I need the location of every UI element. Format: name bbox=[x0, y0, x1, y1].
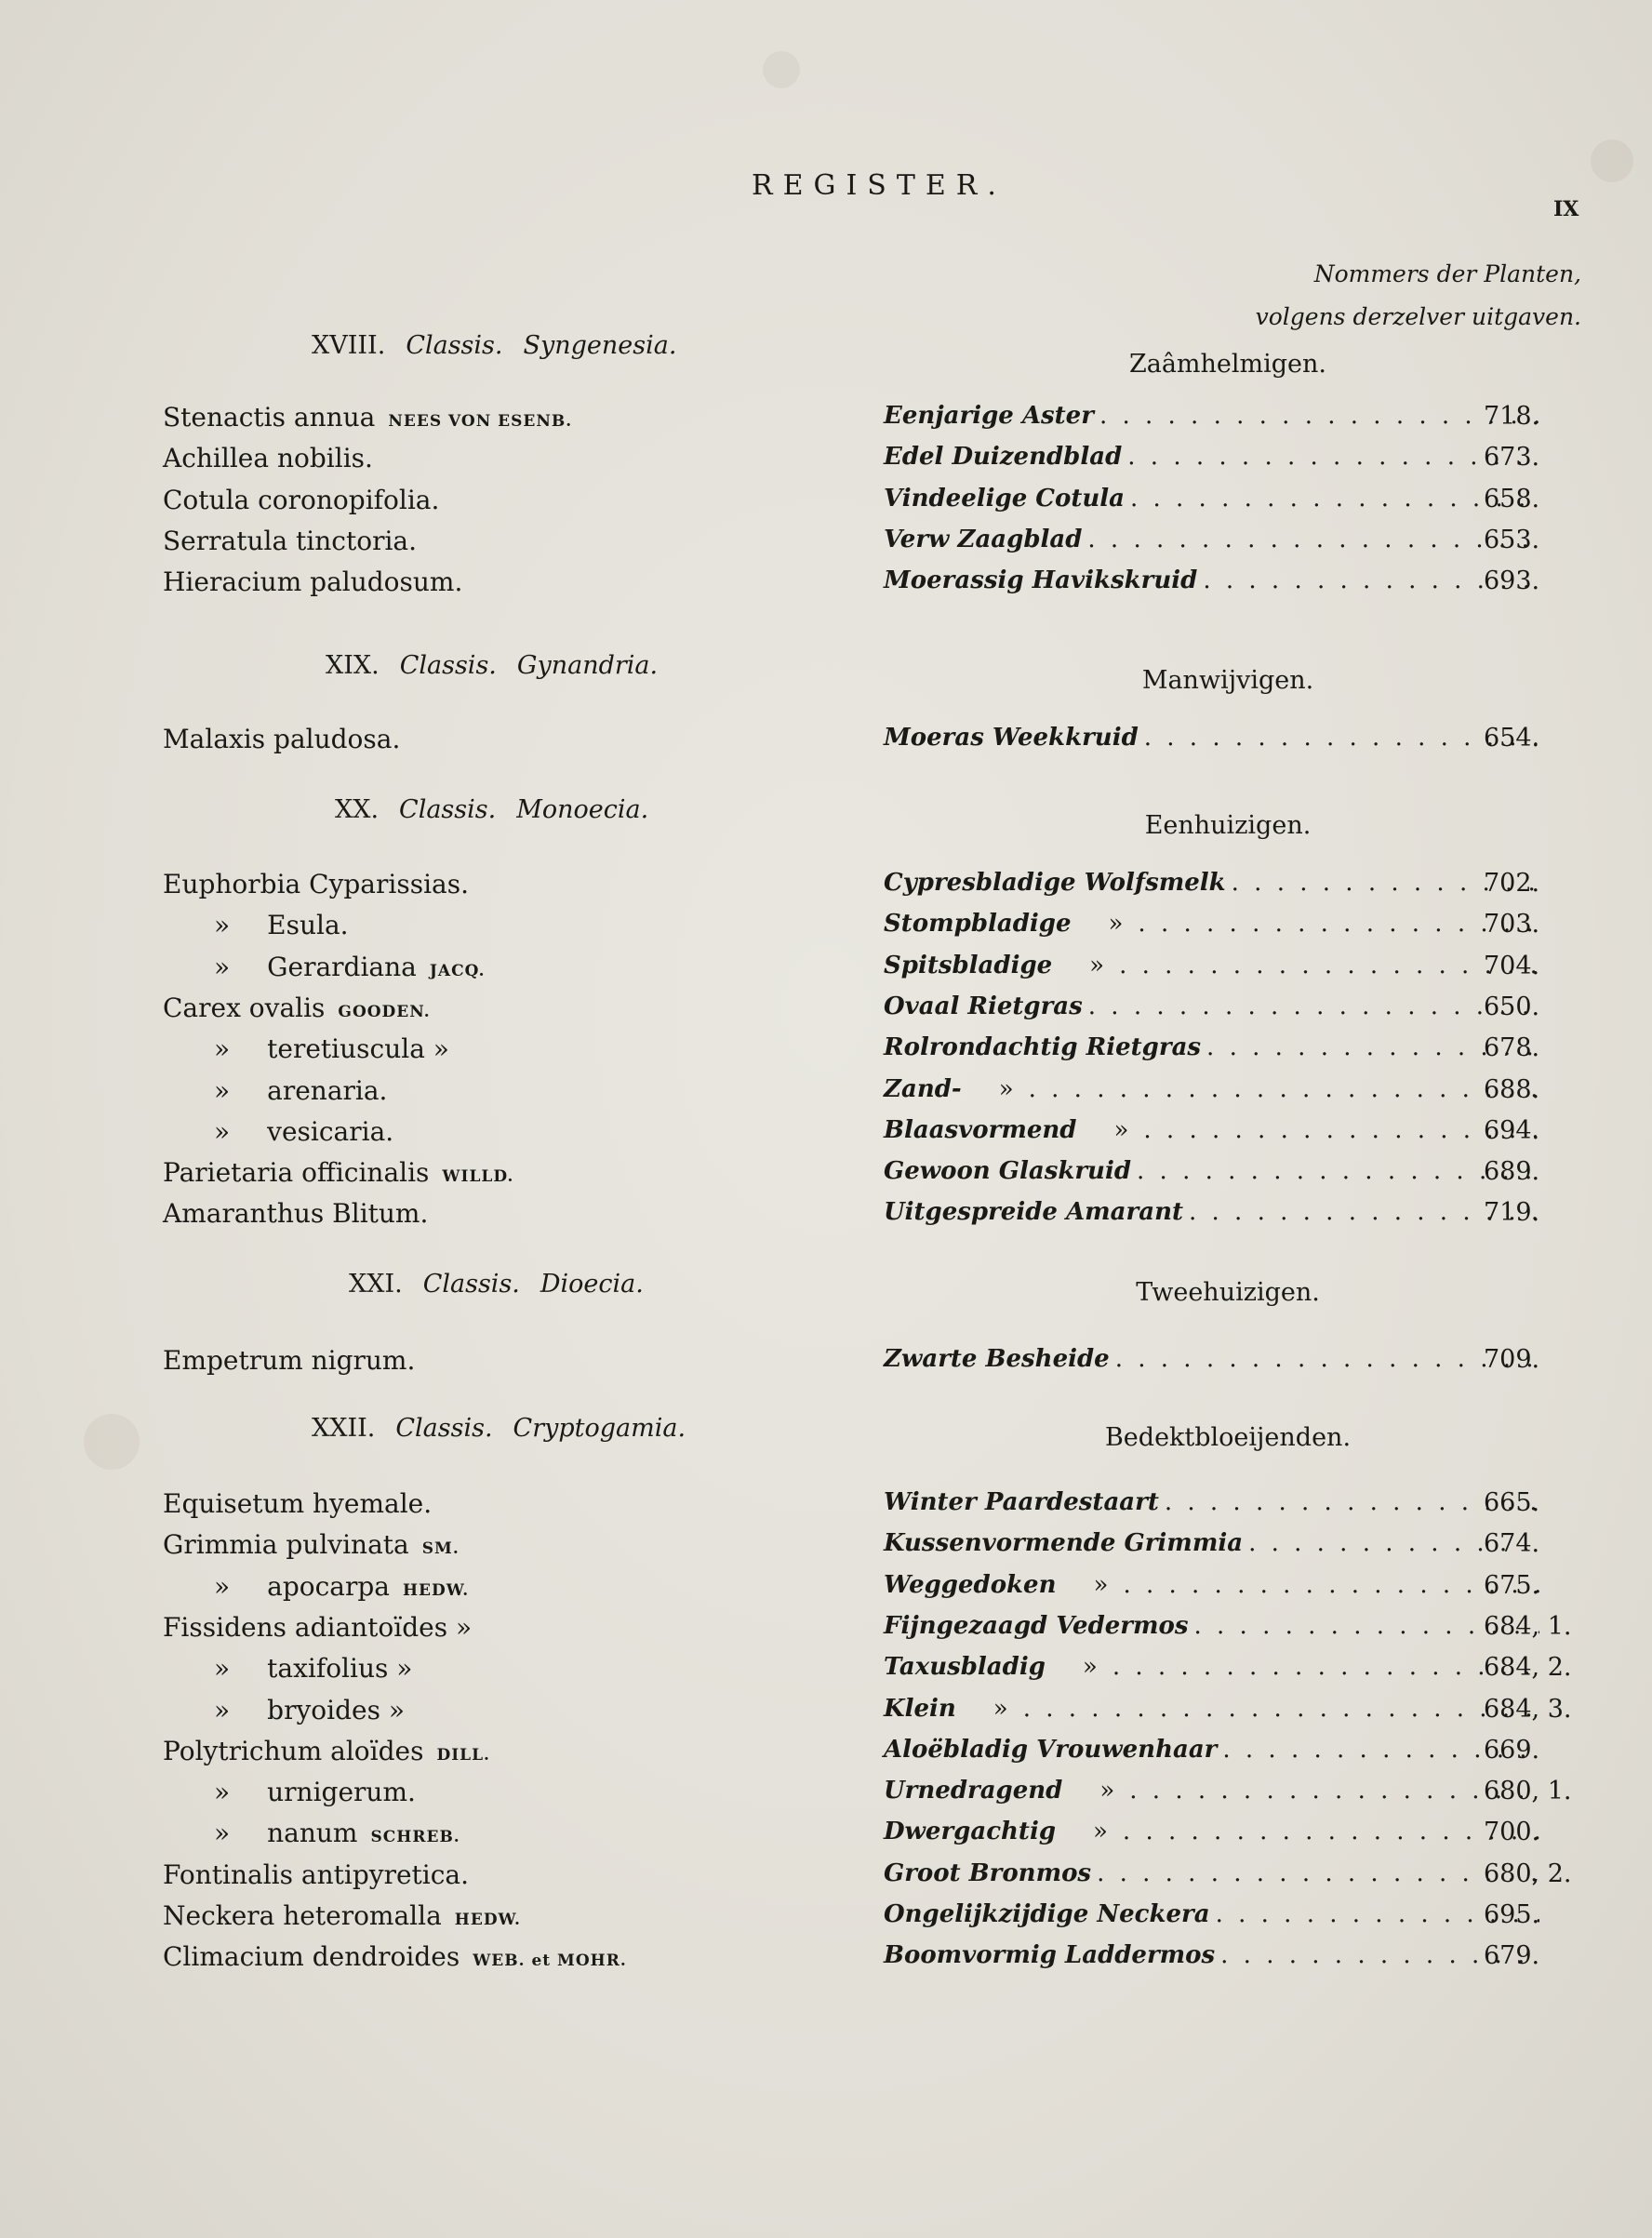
register-row bbox=[0, 1941, 1652, 1982]
register-row bbox=[0, 1075, 1652, 1116]
register-row bbox=[0, 1116, 1652, 1157]
latin-name bbox=[163, 1695, 405, 1725]
dutch-text: Klein bbox=[884, 1694, 956, 1723]
plate-number: 704. bbox=[1484, 951, 1540, 980]
latin-name bbox=[163, 1198, 428, 1229]
dutch-text: Gewoon Glaskruid bbox=[884, 1157, 1132, 1186]
leader-dots bbox=[1125, 485, 1539, 513]
plate-number: 693. bbox=[1484, 566, 1540, 596]
dutch-name bbox=[884, 1345, 1539, 1373]
leader-dots bbox=[1094, 402, 1539, 430]
latin-text: teretiuscula » bbox=[267, 1033, 449, 1065]
register-row bbox=[0, 910, 1652, 951]
leader-dots bbox=[1139, 724, 1539, 752]
latin-text: Cotula coronopifolia. bbox=[163, 484, 440, 515]
page-number: IX bbox=[1553, 197, 1579, 221]
latin-text: Polytrichum aloïdes bbox=[163, 1735, 424, 1766]
classis-number: XVIII. bbox=[312, 331, 386, 360]
latin-text: vesicaria. bbox=[267, 1115, 394, 1147]
latin-name bbox=[163, 443, 373, 473]
latin-name bbox=[163, 1859, 469, 1890]
latin-name bbox=[163, 566, 462, 597]
latin-text: taxifolius » bbox=[267, 1653, 413, 1685]
author-abbrev: GOODEN. bbox=[338, 1002, 431, 1021]
register-row bbox=[0, 952, 1652, 992]
plate-number: 689. bbox=[1484, 1157, 1540, 1187]
ditto-mark: » bbox=[214, 1653, 231, 1685]
dutch-name bbox=[884, 526, 1539, 553]
latin-name bbox=[163, 1612, 472, 1643]
latin-text: Serratula tinctoria. bbox=[163, 525, 418, 556]
dutch-name bbox=[884, 724, 1539, 752]
ditto-mark: » bbox=[1093, 1818, 1108, 1846]
ditto-mark: » bbox=[998, 1074, 1014, 1103]
dutch-text: Winter Paardestaart bbox=[884, 1488, 1159, 1516]
ditto-mark: » bbox=[214, 1818, 231, 1849]
latin-name bbox=[163, 1033, 449, 1064]
dutch-text: Blaasvormend bbox=[884, 1115, 1077, 1144]
classis-word: Classis. bbox=[399, 795, 497, 824]
group-heading: Zaâmhelmigen. bbox=[1128, 350, 1327, 379]
latin-name bbox=[163, 1529, 460, 1560]
register-row bbox=[0, 1345, 1652, 1386]
group-heading: Manwijvigen. bbox=[1141, 666, 1314, 695]
author-abbrev: SM. bbox=[421, 1539, 460, 1559]
dutch-name bbox=[884, 1075, 1539, 1103]
latin-name bbox=[163, 1488, 432, 1519]
latin-name bbox=[163, 526, 417, 556]
classis-name: Cryptogamia. bbox=[513, 1414, 686, 1443]
register-row bbox=[0, 1033, 1652, 1074]
latin-name bbox=[163, 952, 486, 982]
ditto-mark: » bbox=[214, 951, 231, 982]
dutch-text: Kussenvormende Grimmia bbox=[884, 1529, 1244, 1558]
leader-dots bbox=[1122, 443, 1539, 471]
dutch-name bbox=[884, 1900, 1539, 1928]
dutch-text: Aloëbladig Vrouwenhaar bbox=[884, 1735, 1218, 1764]
plate-number: 680, 1. bbox=[1484, 1777, 1572, 1806]
register-row bbox=[0, 1571, 1652, 1612]
author-abbrev: WEB. et MOHR. bbox=[473, 1952, 627, 1971]
register-row bbox=[0, 1777, 1652, 1818]
dutch-text: Zwarte Besheide bbox=[884, 1345, 1110, 1373]
dutch-text: Moeras Weekkruid bbox=[884, 724, 1139, 752]
dutch-name bbox=[884, 1488, 1539, 1516]
dutch-text: Spitsbladige bbox=[884, 951, 1053, 979]
dutch-name bbox=[884, 1653, 1539, 1681]
group-heading: Eenhuizigen. bbox=[1144, 811, 1312, 840]
dutch-name bbox=[884, 1116, 1539, 1144]
ditto-mark: » bbox=[214, 1115, 231, 1147]
latin-text: Esula. bbox=[267, 910, 349, 941]
dutch-text: Weggedoken bbox=[884, 1570, 1057, 1599]
classis-word: Classis. bbox=[422, 1270, 520, 1299]
dutch-name bbox=[884, 1695, 1539, 1723]
plate-number: 688. bbox=[1484, 1074, 1540, 1104]
plate-number: 684, 2. bbox=[1484, 1653, 1572, 1683]
dutch-text: Dwergachtig bbox=[884, 1818, 1056, 1846]
ditto-mark: » bbox=[214, 1694, 231, 1725]
ditto-mark: » bbox=[993, 1694, 1008, 1723]
register-row bbox=[0, 443, 1652, 484]
dutch-name bbox=[884, 1198, 1539, 1226]
dutch-name bbox=[884, 1818, 1539, 1845]
plate-number: 653. bbox=[1484, 525, 1540, 554]
author-abbrev: HEDW. bbox=[403, 1580, 470, 1600]
register-row bbox=[0, 485, 1652, 526]
latin-name bbox=[163, 1116, 393, 1147]
plate-number: 675. bbox=[1484, 1570, 1540, 1600]
classis-number: XX. bbox=[335, 795, 380, 824]
dutch-text: Rolrondachtig Rietgras bbox=[884, 1033, 1202, 1062]
author-abbrev: WILLD. bbox=[442, 1167, 514, 1187]
plate-number: 709. bbox=[1484, 1345, 1540, 1374]
classis-name: Syngenesia. bbox=[523, 331, 677, 360]
page-title: REGISTER. bbox=[752, 169, 1006, 202]
classis-number: XXI. bbox=[349, 1270, 403, 1299]
leader-dots bbox=[1018, 1695, 1539, 1723]
dutch-text: Edel Duizendblad bbox=[884, 443, 1123, 472]
latin-text: Gerardiana bbox=[267, 951, 417, 982]
dutch-name bbox=[884, 1529, 1539, 1557]
latin-text: Empetrum nigrum. bbox=[163, 1345, 416, 1376]
paper-stain bbox=[84, 1414, 140, 1470]
leader-dots bbox=[1110, 1345, 1539, 1373]
classis-heading bbox=[335, 795, 648, 824]
latin-name bbox=[163, 1777, 416, 1807]
author-abbrev: HEDW. bbox=[454, 1911, 521, 1929]
group-heading: Tweehuizigen. bbox=[1136, 1278, 1320, 1307]
dutch-name bbox=[884, 1033, 1539, 1061]
latin-text: nanum bbox=[267, 1818, 358, 1849]
latin-name bbox=[163, 724, 400, 754]
register-row bbox=[0, 1157, 1652, 1198]
plate-number: 665. bbox=[1484, 1488, 1540, 1517]
register-row bbox=[0, 402, 1652, 443]
register-row bbox=[0, 1612, 1652, 1653]
dutch-text: Stompbladige bbox=[884, 910, 1072, 939]
latin-name bbox=[163, 485, 439, 515]
latin-text: Euphorbia Cyparissias. bbox=[163, 869, 469, 899]
leader-dots bbox=[1131, 1157, 1539, 1185]
plate-number: 658. bbox=[1484, 484, 1540, 513]
dutch-text: Moerassig Havikskruid bbox=[884, 566, 1198, 595]
group-heading: Bedektbloeijenden. bbox=[1104, 1423, 1352, 1452]
dutch-text: Zand- bbox=[884, 1074, 962, 1103]
dutch-text: Ovaal Rietgras bbox=[884, 992, 1083, 1020]
ditto-mark: » bbox=[1113, 1115, 1129, 1144]
ditto-mark: » bbox=[1089, 951, 1105, 979]
plate-number: 678. bbox=[1484, 1033, 1540, 1063]
header-right-line1: Nommers der Planten, bbox=[1313, 260, 1581, 287]
author-abbrev: SCHREB. bbox=[370, 1828, 460, 1847]
classis-heading bbox=[312, 1414, 686, 1443]
latin-text: Fontinalis antipyretica. bbox=[163, 1858, 470, 1890]
latin-name bbox=[163, 1571, 469, 1602]
dutch-name bbox=[884, 869, 1539, 897]
classis-heading bbox=[326, 651, 658, 680]
register-row bbox=[0, 1818, 1652, 1858]
latin-text: arenaria. bbox=[267, 1074, 388, 1106]
latin-text: Carex ovalis bbox=[163, 992, 326, 1023]
register-row bbox=[0, 1695, 1652, 1736]
dutch-name bbox=[884, 1941, 1539, 1969]
latin-text: Neckera heteromalla bbox=[163, 1900, 442, 1931]
classis-heading bbox=[349, 1270, 644, 1299]
latin-text: Grimmia pulvinata bbox=[163, 1529, 409, 1561]
dutch-text: Uitgespreide Amarant bbox=[884, 1198, 1183, 1227]
register-row bbox=[0, 724, 1652, 765]
leader-dots bbox=[1124, 1777, 1539, 1805]
latin-text: Climacium dendroides bbox=[163, 1941, 460, 1973]
latin-text: Fissidens adiantoïdes » bbox=[163, 1611, 473, 1643]
dutch-name bbox=[884, 402, 1539, 430]
latin-text: Malaxis paludosa. bbox=[163, 724, 401, 754]
leader-dots bbox=[1107, 1653, 1539, 1681]
latin-text: apocarpa bbox=[267, 1570, 390, 1602]
latin-text: Achillea nobilis. bbox=[163, 443, 373, 474]
dutch-text: Groot Bronmos bbox=[884, 1858, 1092, 1887]
dutch-text: Urnedragend bbox=[884, 1777, 1063, 1805]
leader-dots bbox=[1023, 1075, 1539, 1103]
leader-dots bbox=[1117, 1818, 1539, 1845]
latin-text: Amaranthus Blitum. bbox=[163, 1198, 429, 1230]
latin-name bbox=[163, 1075, 387, 1106]
latin-name bbox=[163, 910, 349, 940]
latin-text: Stenactis annua bbox=[163, 402, 376, 433]
plate-number: 718. bbox=[1484, 402, 1540, 431]
dutch-name bbox=[884, 992, 1539, 1020]
leader-dots bbox=[1138, 1116, 1539, 1144]
plate-number: 654. bbox=[1484, 724, 1540, 753]
ditto-mark: » bbox=[214, 1074, 231, 1106]
register-row bbox=[0, 1859, 1652, 1900]
classis-heading bbox=[312, 331, 676, 360]
paper-stain bbox=[763, 51, 800, 88]
plate-number: 695. bbox=[1484, 1900, 1540, 1929]
register-row bbox=[0, 1653, 1652, 1694]
register-row bbox=[0, 1198, 1652, 1239]
leader-dots bbox=[1159, 1488, 1539, 1516]
plate-number: 673. bbox=[1484, 443, 1540, 473]
latin-name bbox=[163, 1818, 460, 1848]
author-abbrev: JACQ. bbox=[429, 961, 486, 980]
classis-word: Classis. bbox=[395, 1414, 493, 1443]
leader-dots bbox=[1113, 952, 1539, 979]
ditto-mark: » bbox=[1099, 1777, 1115, 1805]
plate-number: 650. bbox=[1484, 992, 1540, 1021]
plate-number: 679. bbox=[1484, 1941, 1540, 1971]
ditto-mark: » bbox=[1082, 1653, 1098, 1682]
ditto-mark: » bbox=[1108, 910, 1124, 939]
latin-name bbox=[163, 1345, 415, 1376]
dutch-text: Eenjarige Aster bbox=[884, 402, 1094, 430]
ditto-mark: » bbox=[214, 1777, 231, 1808]
paper-stain bbox=[1591, 140, 1633, 182]
plate-number: 694. bbox=[1484, 1115, 1540, 1145]
author-abbrev: DILL. bbox=[436, 1745, 490, 1765]
register-row bbox=[0, 1736, 1652, 1777]
dutch-name bbox=[884, 485, 1539, 513]
plate-number: 719. bbox=[1484, 1198, 1540, 1228]
dutch-name bbox=[884, 1777, 1539, 1805]
register-row bbox=[0, 526, 1652, 566]
plate-number: 700. bbox=[1484, 1818, 1540, 1847]
classis-number: XIX. bbox=[326, 651, 380, 680]
dutch-text: Fijngezaagd Vedermos bbox=[884, 1611, 1189, 1640]
dutch-name bbox=[884, 1859, 1539, 1887]
plate-number: 669. bbox=[1484, 1735, 1540, 1765]
latin-text: Parietaria officinalis bbox=[163, 1157, 430, 1189]
classis-name: Dioecia. bbox=[540, 1270, 644, 1299]
dutch-name bbox=[884, 1571, 1539, 1599]
classis-number: XXII. bbox=[312, 1414, 376, 1443]
dutch-text: Boomvormig Laddermos bbox=[884, 1941, 1216, 1970]
ditto-mark: » bbox=[214, 1033, 231, 1065]
register-row bbox=[0, 1529, 1652, 1570]
latin-name bbox=[163, 1653, 412, 1684]
plate-number: 703. bbox=[1484, 910, 1540, 939]
latin-name bbox=[163, 1157, 513, 1188]
dutch-text: Vindeelige Cotula bbox=[884, 484, 1125, 513]
register-row bbox=[0, 992, 1652, 1033]
header-right-line2: volgens derzelver uitgaven. bbox=[1255, 303, 1581, 330]
dutch-name bbox=[884, 443, 1539, 471]
dutch-text: Ongelijkzijdige Neckera bbox=[884, 1900, 1210, 1928]
latin-text: urnigerum. bbox=[267, 1777, 416, 1808]
plate-number: 680, 2. bbox=[1484, 1858, 1572, 1888]
latin-name bbox=[163, 992, 431, 1023]
dutch-name bbox=[884, 910, 1539, 938]
classis-name: Gynandria. bbox=[516, 651, 659, 680]
leader-dots bbox=[1132, 910, 1539, 938]
leader-dots bbox=[1117, 1571, 1539, 1599]
register-row bbox=[0, 1488, 1652, 1529]
dutch-name bbox=[884, 1157, 1539, 1185]
latin-text: Equisetum hyemale. bbox=[163, 1488, 433, 1519]
leader-dots bbox=[1091, 1859, 1539, 1887]
dutch-name bbox=[884, 1612, 1539, 1640]
latin-text: bryoides » bbox=[267, 1694, 405, 1725]
dutch-text: Cypresbladige Wolfsmelk bbox=[884, 869, 1226, 897]
classis-word: Classis. bbox=[399, 651, 497, 680]
classis-name: Monoecia. bbox=[516, 795, 649, 824]
latin-name bbox=[163, 869, 469, 899]
latin-text: Hieracium paludosum. bbox=[163, 566, 463, 598]
ditto-mark: » bbox=[214, 1570, 231, 1602]
dutch-text: Verw Zaagblad bbox=[884, 525, 1083, 553]
register-row bbox=[0, 566, 1652, 607]
dutch-name bbox=[884, 1736, 1539, 1764]
author-abbrev: NEES VON ESENB. bbox=[388, 412, 573, 431]
plate-number: 684, 1. bbox=[1484, 1611, 1572, 1641]
register-row bbox=[0, 1900, 1652, 1941]
leader-dots bbox=[1082, 526, 1539, 553]
plate-number: 684, 3. bbox=[1484, 1694, 1572, 1724]
leader-dots bbox=[1083, 992, 1539, 1020]
dutch-name bbox=[884, 952, 1539, 979]
latin-name bbox=[163, 402, 572, 433]
ditto-mark: » bbox=[1093, 1570, 1109, 1599]
plate-number: 674. bbox=[1484, 1529, 1540, 1559]
dutch-text: Taxusbladig bbox=[884, 1653, 1046, 1682]
register-row bbox=[0, 869, 1652, 910]
latin-name bbox=[163, 1736, 490, 1766]
latin-name bbox=[163, 1900, 521, 1931]
plate-number: 702. bbox=[1484, 869, 1540, 898]
classis-word: Classis. bbox=[406, 331, 503, 360]
latin-name bbox=[163, 1941, 627, 1972]
ditto-mark: » bbox=[214, 910, 231, 941]
dutch-name bbox=[884, 566, 1539, 594]
